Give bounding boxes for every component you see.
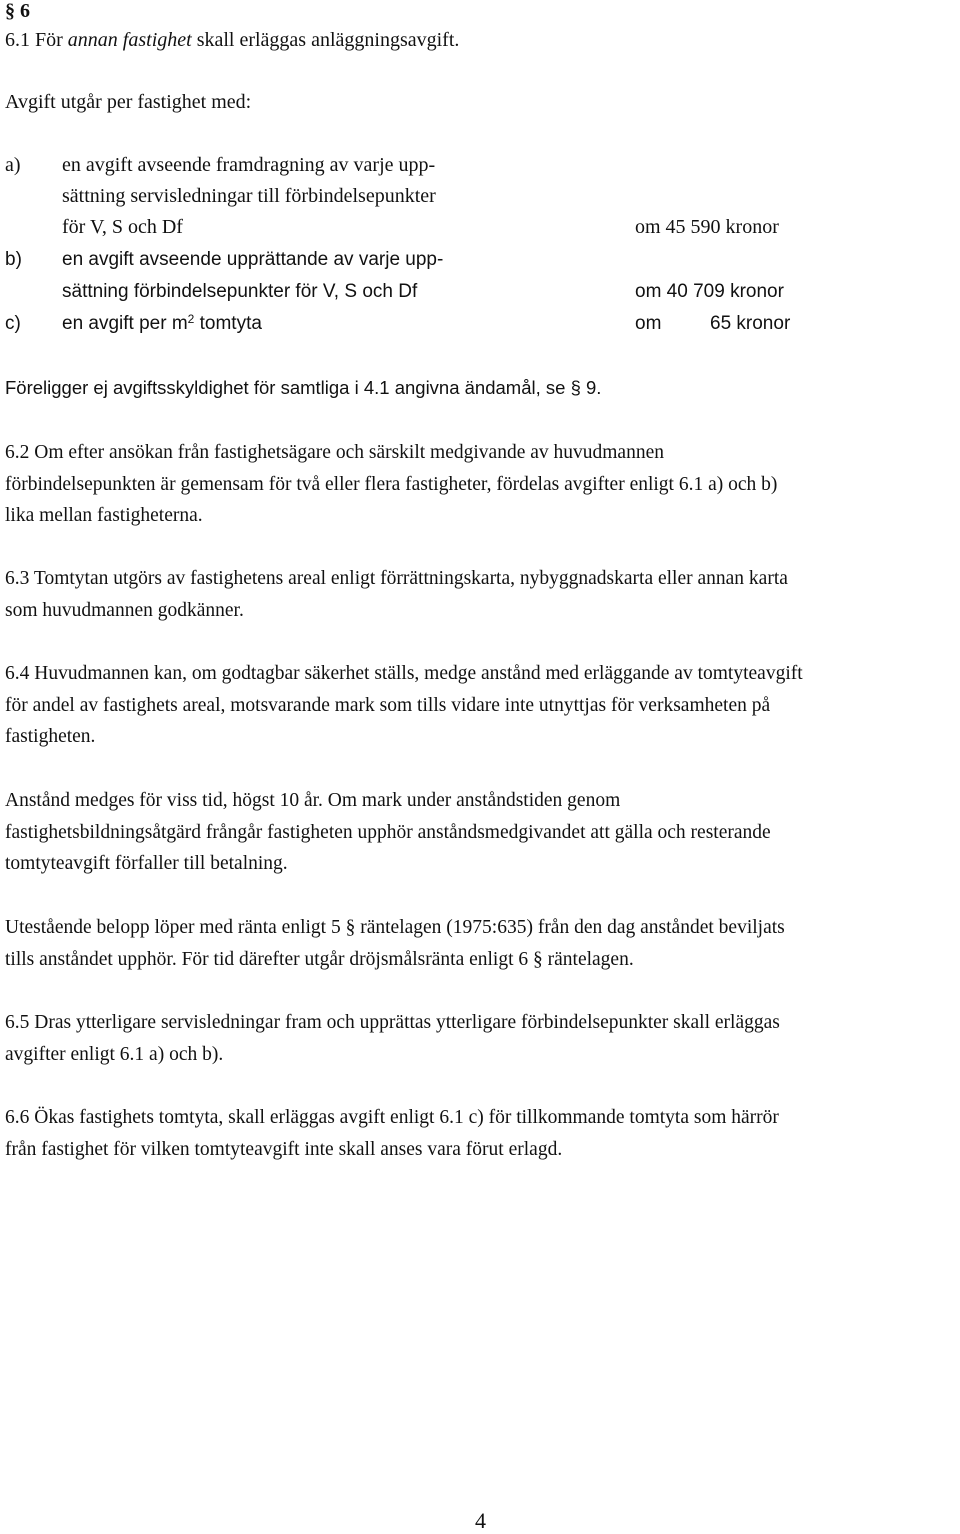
paragraph-6-2-line: lika mellan fastigheterna. [5,505,203,526]
paragraph-6-5 [5,1007,955,1070]
fee-c-text [62,313,262,335]
paragraph-6-3-line: 6.3 Tomtytan utgörs av fastighetens areal enligt förrättningskarta, nybyggnadskarta eller annan karta [5,568,788,589]
fee-b-amount: om 40 709 kronor [635,281,784,302]
fee-b-line2: sättning förbindelsepunkter för V, S och Df [62,281,418,302]
fee-c-amount-value: 65 kronor [710,313,791,334]
paragraph-6-5-line: 6.5 Dras ytterligare servisledningar fram och upprättas ytterligare förbindelsepunkter skall erläggas [5,1012,780,1033]
paragraph-deferral-line: tomtyteavgift förfaller till betalning. [5,853,288,874]
paragraph-6-5-line: avgifter enligt 6.1 a) och b). [5,1043,224,1065]
paragraph-6-3-line: som huvudmannen godkänner. [5,599,244,621]
fee-a-line2: sättning servisledningar till förbindelsepunkter [62,185,436,207]
fee-b-line1: en avgift avseende upprättande av varje upp- [62,249,444,270]
paragraph-6-1-suffix: skall erläggas anläggningsavgift. [191,29,460,51]
paragraph-6-2-line: förbindelsepunkten är gemensam för två eller flera fastigheter, fördelas avgifter enligt 6.1 a) och b) [5,473,778,495]
paragraph-6-4-line: för andel av fastighets areal, motsvarande mark som tills vidare inte utnyttjas för verksamheten på [5,694,771,716]
fee-a-amount: om 45 590 kronor [635,216,779,238]
paragraph-interest [5,912,955,975]
fee-c-text-after: tomtyta [194,313,262,334]
paragraph-6-2-line: 6.2 Om efter ansökan från fastighetsägare och särskilt medgivande av huvudmannen [5,442,664,463]
fee-c-marker: c) [5,313,21,334]
fee-c-superscript: 2 [187,312,195,326]
paragraph-6-2 [5,437,955,532]
fee-a-line3: för V, S och Df [62,216,183,238]
fee-c-amount-prefix: om [635,313,662,334]
paragraph-6-6-line: från fastighet för vilken tomtyteavgift inte skall anses vara förut erlagd. [5,1138,563,1160]
paragraph-6-6-line: 6.6 Ökas fastighets tomtyta, skall erläggas avgift enligt 6.1 c) för tillkommande tomtyta som härrör [5,1107,779,1128]
fee-c-text-before: en avgift per m [62,313,188,334]
paragraph-6-4-line: 6.4 Huvudmannen kan, om godtagbar säkerhet ställs, medge anstånd med erläggande av tomtyteavgift [5,663,803,684]
note-line: Föreligger ej avgiftsskyldighet för samtliga i 4.1 angivna ändamål, se § 9. [5,377,602,398]
paragraph-6-4-line: fastigheten. [5,726,96,747]
paragraph-interest-line: Utestående belopp löper med ränta enligt 5 § räntelagen (1975:635) från den dag anståndet beviljats [5,917,785,938]
paragraph-6-4 [5,658,955,753]
paragraph-6-1-italic: annan fastighet [67,29,192,51]
paragraph-interest-line: tills anståndet upphör. För tid därefter utgår dröjsmålsränta enligt 6 § räntelagen. [5,948,634,970]
page-number: 4 [475,1508,486,1533]
section-heading: § 6 [5,0,30,22]
paragraph-6-6 [5,1102,955,1165]
fee-a-marker: a) [5,154,21,176]
paragraph-6-1 [5,29,459,52]
paragraph-deferral [5,785,955,880]
fee-b-marker: b) [5,249,22,270]
fee-a-line1: en avgift avseende framdragning av varje upp- [62,154,436,176]
paragraph-deferral-line: fastighetsbildningsåtgärd frångår fastigheten upphör anståndsmedgivandet att gälla och resterande [5,821,771,843]
fee-intro: Avgift utgår per fastighet med: [5,91,252,113]
paragraph-deferral-line: Anstånd medges för viss tid, högst 10 år. Om mark under anståndstiden genom [5,790,621,811]
paragraph-6-3 [5,563,955,626]
paragraph-6-1-prefix: 6.1 För [5,29,68,51]
